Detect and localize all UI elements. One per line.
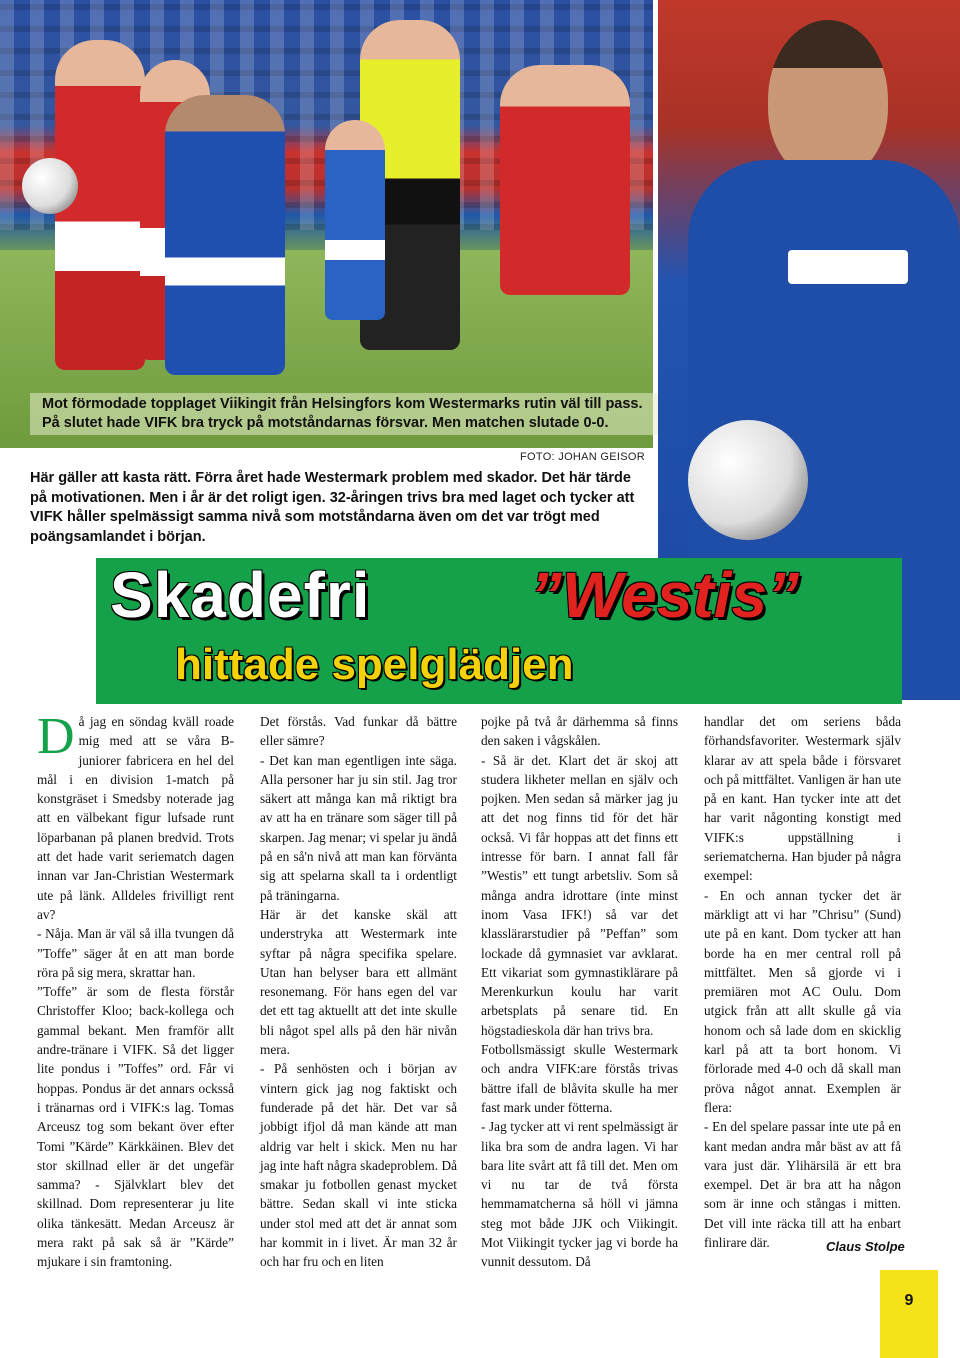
paragraph: å jag en söndag kväll roade mig med att se våra B-juniorer fabricera en hel del mål i en division 1-match på konstgräset i Smedsby noterade jag att en välbekant figur lufsade runt löparbanan på planen bredvid. Trots att det hade varit seriematch dagen innan var Jan-Christian Westermark ute på länk. Alldeles frivilligt rent av?	[37, 714, 234, 922]
football	[22, 158, 78, 214]
match-photo-1	[0, 0, 653, 448]
paragraph: handlar det om seriens båda förhandsfavoriter. Westermark själv klarar av att spela både i försvaret och på mittfältet. Vanligen är han ute på en kant. Han tycker inte att det har varit någonting konstigt med VIFK:s uppställning i seriematcherna. Han bjuder på några exempel:	[704, 714, 901, 884]
headline-subtitle: hittade spelglädjen	[175, 640, 574, 689]
headline-part1: Skadefri	[110, 559, 371, 631]
player-head	[768, 20, 888, 180]
paragraph: Fotbollsmässigt skulle Westermark och andra VIFK:are förstås trivas bättre ifall de blåvita skulle ha mer fast mark under fötterna.	[481, 1042, 678, 1115]
article-column-2	[260, 712, 457, 1272]
football	[688, 420, 808, 540]
player-blue-2	[325, 120, 385, 320]
paragraph: Här är det kanske skäl att understryka att Westermark inte syftar på några specifika spelare. Utan han belyser bara ett allmänt resonemang. För hans egen del var det ett tag aktuellt att det inte skulle bli något spel alls på den här nivån mera.	[260, 906, 457, 1058]
article-column-4	[704, 712, 901, 1252]
dropcap: D	[37, 708, 75, 765]
intro-text: Här gäller att kasta rätt. Förra året hade Westermark problem med skador. Det här tärde på motivationen. Men i år är det roligt igen. 32-åringen trivs bra med laget och tycker att VIFK håller spelmässigt samma nivå som motståndarna även om det var trögt med poängsamlandet i början.	[30, 470, 635, 545]
paragraph: - Så är det. Klart det är skoj att studera likheter mellan en själv och pojken. Men sedan så märker jag ju att det nog finns tid för det här också. Vi får hoppas att det finns ett intresse för barn. I annat fall får ”Westis” ett tungt arbetsliv. Som så många andra idrottare (inte minst inom Vasa IFK!) så var det klasslärarstudier på ”Peffan” som lockade då gymnasiet var avklarat. Ett vikariat som gymnastiklärare på Merenkurkun koulu har varit arbetsplats på senare tid. En högstadieskola där han trivs bra.	[481, 752, 678, 1038]
paragraph: - På senhösten och i början av vintern gick jag nog faktiskt och funderade på det här. Det var så jobbigt ifjol då man kände att man aldrig var helt i skick. Men nu har jag inte haft några skadeproblem. Då smakar ju fotbollen genast mycket bättre. Sedan skall vi inte sticka under stol med att det är annat som har kommit in i livet. Är man 32 år och har fru och en liten	[260, 1061, 457, 1270]
paragraph: - Jag tycker att vi rent spelmässigt är lika bra som de andra lagen. Vi har bara lite svårt att få till det. Men om vi nu tar de två första hemmamatcherna så höll vi jämna steg mot både JJK och Viikingit. Mot Viikingit tycker jag vi borde ha vunnit dessutom. Då	[481, 1119, 678, 1270]
sponsor-logo	[788, 250, 908, 284]
article-column-1	[37, 708, 234, 1272]
paragraph: ”Toffe” är som de flesta förstår Christoffer Kloo; back-kollega och gammal bekant. Men framför allt andre-tränare i VIFK. Så det ligger lite pondus i ”Toffes” ord. Får vi hoppas. Pondus är det annars ocksså i tränarnas ord i VIFK:s lag. Tomas Arceusz tog som bekant över efter Tomi ”Kärde” Kärkkäinen. Blev det stor skillnad eller är det ungefär samma? - Självklart blev det skillnad. Dom representerar ju lite olika tänkesätt. Medan Arceusz är mera rakt på sak så är ”Kärde” mjukare i sin framtoning.	[37, 984, 234, 1270]
player-red-3	[500, 65, 630, 295]
article-column-3	[481, 712, 678, 1272]
paragraph: pojke på två år därhemma så finns den saken i vågskålen.	[481, 714, 678, 749]
headline-part2: ”Westis”	[530, 559, 800, 631]
photo-credit: FOTO: JOHAN GEISOR	[520, 451, 645, 463]
paragraph: - En del spelare passar inte ute på en kant medan andra mår bäst av att få vara just där. Ylihärsilä är ett bra exempel. Det är bra att ha någon som är inne och stångas i mitten. Det vill inte räcka till att ha enbart finlirare där.	[704, 1119, 901, 1251]
author-byline: Claus Stolpe	[826, 1239, 905, 1254]
page-number-box	[880, 1270, 938, 1358]
photo-caption: Mot förmodade topplaget Viikingit från Helsingfors kom Westermarks rutin väl till pass. På slutet hade VIFK bra tryck på motståndarnas försvar. Men matchen slutade 0-0.	[30, 393, 674, 435]
player-blue-1	[165, 95, 285, 375]
paragraph: Det förstås. Vad funkar då bättre eller sämre?	[260, 714, 457, 749]
page-number: 9	[904, 1292, 914, 1309]
paragraph: - Det kan man egentligen inte säga. Alla personer har ju sin stil. Jag tror säkert att många kan må riktigt bra av att ha en tränare som säger till på skarpen. Jag menar; vi spelar ju ändå på en så'n nivå att man kan förvänta sig att spelarna skall ta i ordentligt på träningarna.	[260, 752, 457, 903]
paragraph: - En och annan tycker det är märkligt att vi har ”Chrisu” (Sund) ute på en kant. Dom tycker att han borde ha en mer central roll på mittfältet. Men så gjorde vi i premiären mot AC Oulu. Dom utgick från att allt skulle gå via honom och så lade dom en skicklig karl på att ta bort honom. Vi förlorade med 4-0 och då skall man pröva något annat. Exemplen är flera:	[704, 887, 901, 1115]
paragraph: - Nåja. Man är väl så illa tvungen då ”Toffe” säger åt en att man borde röra på sig mera, skrattar han.	[37, 926, 234, 980]
